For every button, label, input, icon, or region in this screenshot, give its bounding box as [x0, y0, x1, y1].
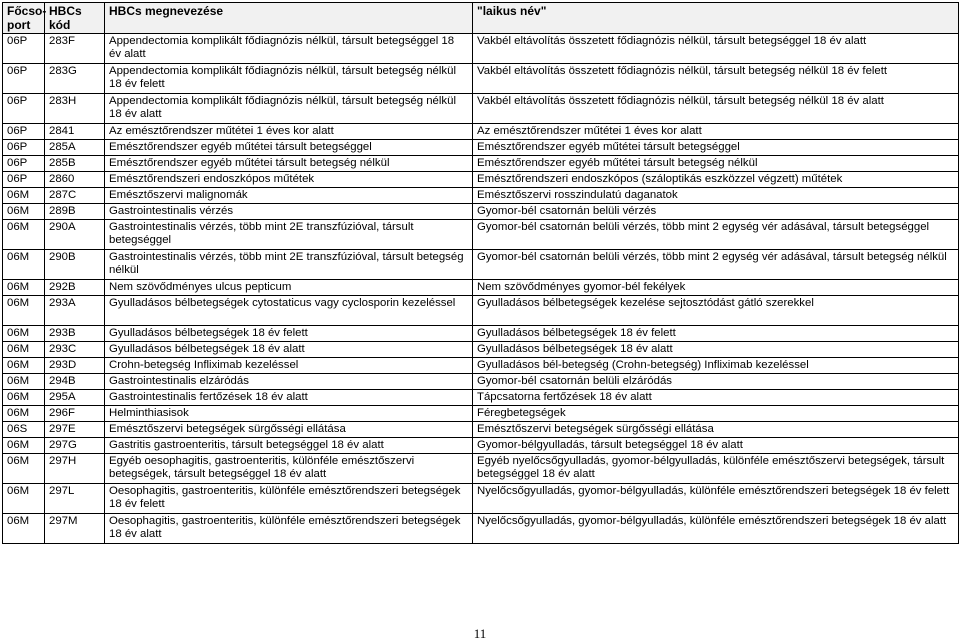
cell-hbcs-kod: 295A — [45, 390, 105, 406]
cell-laikus-nev: Gyulladásos bélbetegségek 18 év felett — [473, 326, 959, 342]
cell-laikus-nev: Gyomor-bél csatornán belüli vérzés, több mint 2 egység vér adásával, társult betegséggel — [473, 220, 959, 250]
cell-focsoport: 06M — [3, 326, 45, 342]
cell-laikus-nev: Gyomor-bél csatornán belüli elzáródás — [473, 374, 959, 390]
page-number: 11 — [473, 626, 487, 641]
cell-laikus-nev: Gyulladásos bélbetegségek 18 év alatt — [473, 342, 959, 358]
table-header — [3, 3, 959, 34]
cell-megnevezes: Oesophagitis, gastroenteritis, különféle emésztőrendszeri betegségek 18 év felett — [105, 484, 473, 514]
cell-focsoport: 06P — [3, 124, 45, 140]
cell-hbcs-kod: 2841 — [45, 124, 105, 140]
header-laikus-nev: "laikus név" — [473, 3, 959, 34]
cell-focsoport: 06P — [3, 156, 45, 172]
cell-megnevezes: Appendectomia komplikált fődiagnózis nélkül, társult betegséggel 18 év alatt — [105, 34, 473, 64]
cell-focsoport: 06M — [3, 484, 45, 514]
cell-hbcs-kod: 293D — [45, 358, 105, 374]
cell-laikus-nev: Emésztőrendszer egyéb műtétei társult betegséggel — [473, 140, 959, 156]
table-row — [3, 94, 959, 124]
cell-focsoport: 06P — [3, 64, 45, 94]
cell-laikus-nev: Emésztőszervi rosszindulatú daganatok — [473, 188, 959, 204]
cell-megnevezes: Crohn-betegség Infliximab kezeléssel — [105, 358, 473, 374]
table-row — [3, 342, 959, 358]
cell-megnevezes: Az emésztőrendszer műtétei 1 éves kor alatt — [105, 124, 473, 140]
table-row — [3, 220, 959, 250]
cell-megnevezes: Gastrointestinalis vérzés, több mint 2E transzfúzióval, társult betegség nélkül — [105, 250, 473, 280]
cell-laikus-nev: Emésztőrendszer egyéb műtétei társult betegség nélkül — [473, 156, 959, 172]
table-row — [3, 326, 959, 342]
cell-hbcs-kod: 290A — [45, 220, 105, 250]
cell-hbcs-kod: 283F — [45, 34, 105, 64]
cell-focsoport: 06M — [3, 204, 45, 220]
table-row — [3, 156, 959, 172]
cell-focsoport: 06M — [3, 438, 45, 454]
table-row — [3, 172, 959, 188]
cell-laikus-nev: Gyomor-bélgyulladás, társult betegséggel 18 év alatt — [473, 438, 959, 454]
header-hbcs-kod: HBCs kód — [45, 3, 105, 34]
cell-laikus-nev: Gyulladásos bélbetegségek kezelése sejtosztódást gátló szerekkel — [473, 296, 959, 326]
cell-hbcs-kod: 285A — [45, 140, 105, 156]
table-row — [3, 514, 959, 544]
cell-hbcs-kod: 297M — [45, 514, 105, 544]
table-row — [3, 280, 959, 296]
cell-hbcs-kod: 290B — [45, 250, 105, 280]
table-row — [3, 124, 959, 140]
cell-focsoport: 06M — [3, 374, 45, 390]
cell-focsoport: 06M — [3, 406, 45, 422]
header-megnevezes: HBCs megnevezése — [105, 3, 473, 34]
cell-laikus-nev: Nyelőcsőgyulladás, gyomor-bélgyulladás, különféle emésztőrendszeri betegségek 18 év alatt — [473, 514, 959, 544]
table-body — [3, 34, 959, 544]
table-row — [3, 64, 959, 94]
cell-laikus-nev: Nem szövődményes gyomor-bél fekélyek — [473, 280, 959, 296]
cell-megnevezes: Emésztőrendszeri endoszkópos műtétek — [105, 172, 473, 188]
cell-laikus-nev: Gyomor-bél csatornán belüli vérzés, több mint 2 egység vér adásával, társult betegség nélkül — [473, 250, 959, 280]
cell-focsoport: 06M — [3, 514, 45, 544]
cell-focsoport: 06P — [3, 34, 45, 64]
cell-laikus-nev: Tápcsatorna fertőzések 18 év alatt — [473, 390, 959, 406]
cell-hbcs-kod: 297H — [45, 454, 105, 484]
cell-laikus-nev: Az emésztőrendszer műtétei 1 éves kor alatt — [473, 124, 959, 140]
cell-megnevezes: Gastrointestinalis elzáródás — [105, 374, 473, 390]
cell-megnevezes: Helminthiasisok — [105, 406, 473, 422]
cell-focsoport: 06M — [3, 358, 45, 374]
cell-megnevezes: Gyulladásos bélbetegségek 18 év alatt — [105, 342, 473, 358]
cell-laikus-nev: Féregbetegségek — [473, 406, 959, 422]
cell-megnevezes: Emésztőrendszer egyéb műtétei társult betegség nélkül — [105, 156, 473, 172]
cell-hbcs-kod: 283G — [45, 64, 105, 94]
cell-hbcs-kod: 287C — [45, 188, 105, 204]
cell-megnevezes: Gastrointestinalis vérzés — [105, 204, 473, 220]
table-row — [3, 34, 959, 64]
table-row — [3, 204, 959, 220]
cell-megnevezes: Gastrointestinalis fertőzések 18 év alatt — [105, 390, 473, 406]
table-row — [3, 358, 959, 374]
table-row — [3, 374, 959, 390]
cell-megnevezes: Nem szövődményes ulcus pepticum — [105, 280, 473, 296]
table-row — [3, 454, 959, 484]
cell-focsoport: 06M — [3, 342, 45, 358]
cell-focsoport: 06M — [3, 188, 45, 204]
cell-laikus-nev: Vakbél eltávolítás összetett fődiagnózis nélkül, társult betegség nélkül 18 év alatt — [473, 94, 959, 124]
cell-hbcs-kod: 297L — [45, 484, 105, 514]
cell-megnevezes: Gastritis gastroenteritis, társult betegséggel 18 év alatt — [105, 438, 473, 454]
cell-hbcs-kod: 296F — [45, 406, 105, 422]
cell-laikus-nev: Vakbél eltávolítás összetett fődiagnózis nélkül, társult betegséggel 18 év alatt — [473, 34, 959, 64]
cell-laikus-nev: Gyomor-bél csatornán belüli vérzés — [473, 204, 959, 220]
cell-focsoport: 06M — [3, 454, 45, 484]
cell-hbcs-kod: 293C — [45, 342, 105, 358]
table-row — [3, 296, 959, 326]
cell-laikus-nev: Vakbél eltávolítás összetett fődiagnózis nélkül, társult betegség nélkül 18 év felett — [473, 64, 959, 94]
table-row — [3, 140, 959, 156]
cell-hbcs-kod: 292B — [45, 280, 105, 296]
cell-megnevezes: Appendectomia komplikált fődiagnózis nélkül, társult betegség nélkül 18 év felett — [105, 64, 473, 94]
cell-hbcs-kod: 285B — [45, 156, 105, 172]
table-row — [3, 422, 959, 438]
cell-megnevezes: Gastrointestinalis vérzés, több mint 2E transzfúzióval, társult betegséggel — [105, 220, 473, 250]
cell-megnevezes: Egyéb oesophagitis, gastroenteritis, különféle emésztőszervi betegségek, társult betegséggel 18 év alatt — [105, 454, 473, 484]
cell-megnevezes: Emésztőszervi betegségek sürgősségi ellátása — [105, 422, 473, 438]
cell-laikus-nev: Gyulladásos bél-betegség (Crohn-betegség) Infliximab kezeléssel — [473, 358, 959, 374]
cell-megnevezes: Gyulladásos bélbetegségek cytostaticus vagy cyclosporin kezeléssel — [105, 296, 473, 326]
cell-focsoport: 06M — [3, 220, 45, 250]
table-row — [3, 484, 959, 514]
cell-focsoport: 06P — [3, 172, 45, 188]
cell-laikus-nev: Nyelőcsőgyulladás, gyomor-bélgyulladás, különféle emésztőrendszeri betegségek 18 év felett — [473, 484, 959, 514]
table-row — [3, 390, 959, 406]
cell-focsoport: 06P — [3, 140, 45, 156]
cell-focsoport: 06M — [3, 390, 45, 406]
cell-laikus-nev: Emésztőszervi betegségek sürgősségi ellátása — [473, 422, 959, 438]
cell-megnevezes: Emésztőrendszer egyéb műtétei társult betegséggel — [105, 140, 473, 156]
table-row — [3, 188, 959, 204]
cell-megnevezes: Oesophagitis, gastroenteritis, különféle emésztőrendszeri betegségek 18 év alatt — [105, 514, 473, 544]
cell-focsoport: 06M — [3, 280, 45, 296]
cell-hbcs-kod: 2860 — [45, 172, 105, 188]
cell-focsoport: 06P — [3, 94, 45, 124]
cell-focsoport: 06S — [3, 422, 45, 438]
cell-focsoport: 06M — [3, 250, 45, 280]
cell-hbcs-kod: 293A — [45, 296, 105, 326]
table-row — [3, 438, 959, 454]
cell-hbcs-kod: 289B — [45, 204, 105, 220]
cell-focsoport: 06M — [3, 296, 45, 326]
cell-megnevezes: Appendectomia komplikált fődiagnózis nélkül, társult betegség nélkül 18 év alatt — [105, 94, 473, 124]
hbcs-table — [2, 2, 959, 544]
cell-hbcs-kod: 293B — [45, 326, 105, 342]
table-row — [3, 250, 959, 280]
table-row — [3, 406, 959, 422]
cell-megnevezes: Gyulladásos bélbetegségek 18 év felett — [105, 326, 473, 342]
cell-megnevezes: Emésztőszervi malignomák — [105, 188, 473, 204]
cell-laikus-nev: Emésztőrendszeri endoszkópos (száloptikás eszközzel végzett) műtétek — [473, 172, 959, 188]
cell-hbcs-kod: 294B — [45, 374, 105, 390]
header-focsoport: Főcso-port — [3, 3, 45, 34]
cell-laikus-nev: Egyéb nyelőcsőgyulladás, gyomor-bélgyulladás, különféle emésztőszervi betegségek, társult betegséggel 18 év alatt — [473, 454, 959, 484]
cell-hbcs-kod: 297G — [45, 438, 105, 454]
cell-hbcs-kod: 283H — [45, 94, 105, 124]
cell-hbcs-kod: 297E — [45, 422, 105, 438]
